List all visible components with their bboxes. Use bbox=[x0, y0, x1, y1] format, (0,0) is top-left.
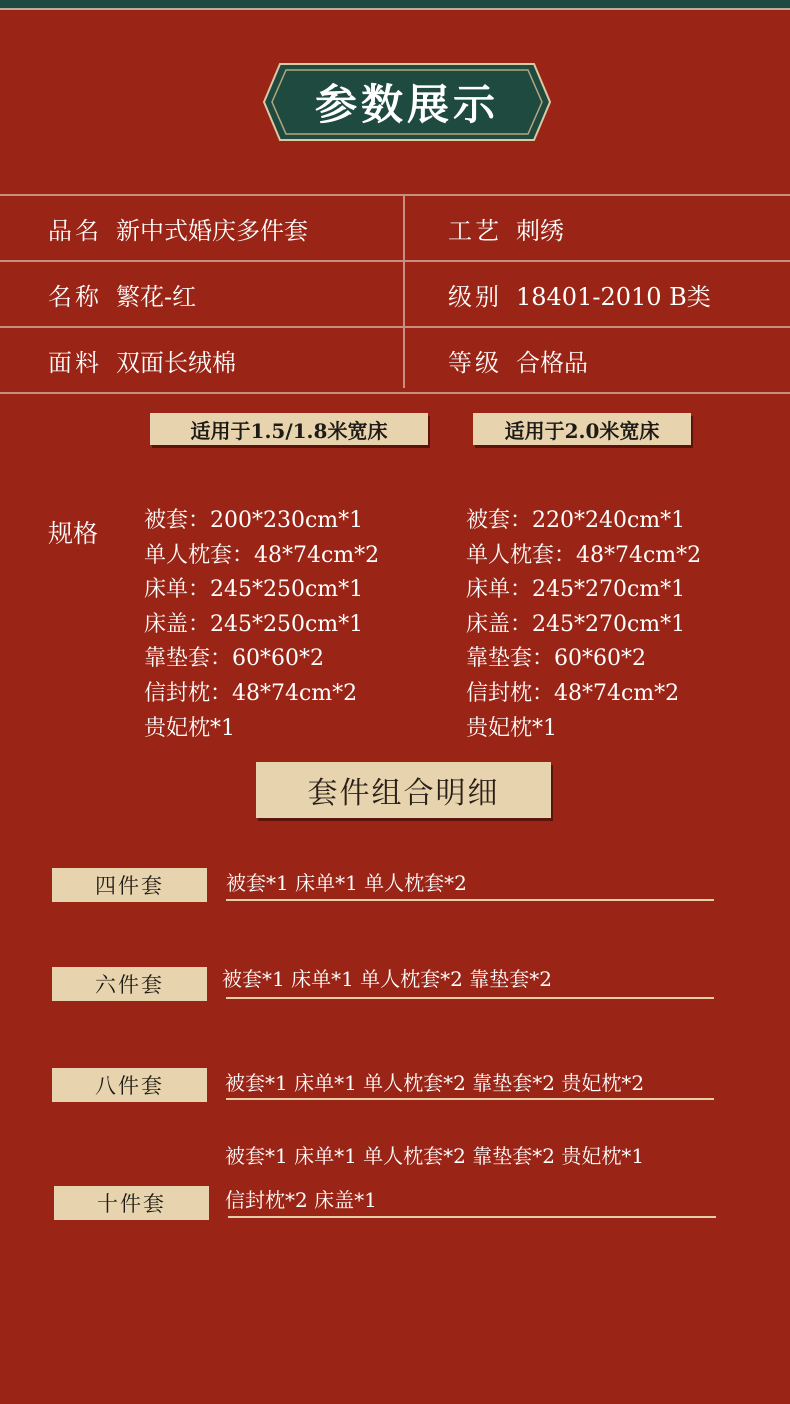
table-divider bbox=[403, 194, 405, 388]
spec-label: 规格 bbox=[48, 519, 99, 548]
spec-item: 被套：220*240cm*1 bbox=[466, 508, 686, 533]
combo-underline bbox=[226, 997, 714, 999]
spec-list-large-bed bbox=[466, 504, 701, 746]
spec-item: 信封枕：48*74cm*2 bbox=[144, 680, 358, 706]
combo-tag-six: 六件套 bbox=[52, 967, 207, 1001]
top-border-line bbox=[0, 8, 790, 10]
info-key: 工艺 bbox=[448, 216, 502, 245]
info-key: 级别 bbox=[448, 282, 502, 311]
spec-item: 床单：245*270cm*1 bbox=[466, 577, 686, 603]
spec-item: 贵妃枕*1 bbox=[144, 715, 235, 741]
title-badge bbox=[262, 62, 552, 142]
spec-item: 床盖：245*250cm*1 bbox=[144, 611, 364, 637]
info-cell bbox=[48, 328, 236, 392]
combo-underline bbox=[226, 1098, 714, 1100]
spec-item: 信封枕：48*74cm*2 bbox=[466, 680, 680, 706]
info-cell bbox=[448, 196, 564, 260]
info-cell bbox=[48, 196, 308, 260]
spec-item: 单人枕套：48*74cm*2 bbox=[466, 542, 702, 568]
info-row bbox=[0, 326, 790, 394]
info-cell bbox=[448, 262, 711, 326]
info-table bbox=[0, 194, 790, 394]
combo-contents: 被套*1 床单*1 单人枕套*2 bbox=[226, 871, 467, 895]
info-value: 繁花-红 bbox=[116, 282, 197, 311]
size-tag-large-bed: 适用于2.0米宽床 bbox=[473, 413, 691, 445]
combo-contents: 被套*1 床单*1 单人枕套*2 靠垫套*2 bbox=[222, 967, 552, 991]
spec-item: 单人枕套：48*74cm*2 bbox=[144, 542, 380, 568]
combo-underline bbox=[228, 1216, 716, 1218]
info-row bbox=[0, 194, 790, 260]
info-key: 名称 bbox=[48, 282, 102, 311]
info-cell bbox=[48, 262, 196, 326]
info-cell bbox=[448, 328, 588, 392]
info-row bbox=[0, 260, 790, 326]
info-value: 刺绣 bbox=[516, 216, 564, 245]
combo-contents: 被套*1 床单*1 单人枕套*2 靠垫套*2 贵妃枕*2 bbox=[225, 1071, 645, 1095]
spec-item: 床盖：245*270cm*1 bbox=[466, 611, 686, 637]
info-key: 等级 bbox=[448, 348, 502, 377]
top-border bbox=[0, 0, 790, 8]
combo-tag-four: 四件套 bbox=[52, 868, 207, 902]
page-title: 参数展示 bbox=[314, 80, 499, 129]
spec-item: 被套：200*230cm*1 bbox=[144, 508, 364, 533]
combo-tag-eight: 八件套 bbox=[52, 1068, 207, 1102]
spec-item: 床单：245*250cm*1 bbox=[144, 577, 364, 603]
size-tag-small-bed: 适用于1.5/1.8米宽床 bbox=[150, 413, 428, 445]
spec-item: 贵妃枕*1 bbox=[466, 715, 557, 741]
combo-contents: 被套*1 床单*1 单人枕套*2 靠垫套*2 贵妃枕*1 bbox=[225, 1144, 645, 1168]
combo-section-header: 套件组合明细 bbox=[256, 762, 551, 818]
info-value: 双面长绒棉 bbox=[116, 348, 236, 377]
combo-tag-ten: 十件套 bbox=[54, 1186, 209, 1220]
info-key: 面料 bbox=[48, 348, 102, 377]
combo-contents: 信封枕*2 床盖*1 bbox=[225, 1188, 377, 1212]
info-key: 品名 bbox=[48, 216, 102, 245]
spec-item: 靠垫套：60*60*2 bbox=[144, 646, 324, 672]
info-value: 新中式婚庆多件套 bbox=[116, 216, 308, 245]
spec-item: 靠垫套：60*60*2 bbox=[466, 646, 646, 672]
info-value: 合格品 bbox=[516, 348, 588, 377]
spec-list-small-bed bbox=[144, 504, 379, 746]
combo-underline bbox=[226, 899, 714, 901]
info-value: 18401-2010 B类 bbox=[516, 282, 711, 311]
